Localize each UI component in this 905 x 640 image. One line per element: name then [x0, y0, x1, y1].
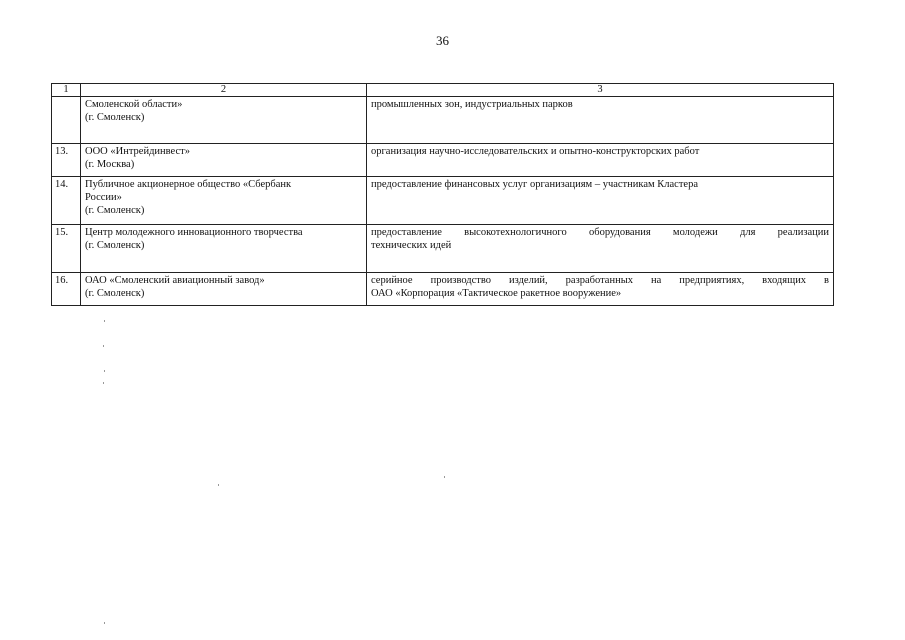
row-number: 15. [52, 225, 81, 273]
row-number: 16. [52, 273, 81, 306]
scan-speck [104, 320, 105, 322]
organization-name-line: Центр молодежного инновационного творчества [85, 227, 303, 238]
organization-name-line: (г. Москва) [85, 159, 135, 170]
organization-name [81, 144, 367, 177]
organization-name-line: Смоленской области» [85, 99, 183, 110]
table-row [52, 144, 834, 177]
activity-description-line: организация научно-исследовательских и опытно-конструкторских работ [371, 146, 700, 157]
organization-name [81, 177, 367, 225]
activity-description-line: промышленных зон, индустриальных парков [371, 99, 573, 110]
organization-name-line: ООО «Интрейдинвест» [85, 146, 190, 157]
organization-name [81, 97, 367, 144]
activity-description [367, 273, 834, 306]
organization-name-line: (г. Смоленск) [85, 288, 145, 299]
activity-description-line: технических идей [371, 240, 452, 251]
scan-speck [218, 484, 219, 486]
activity-description [367, 177, 834, 225]
organization-name [81, 225, 367, 273]
page-number: 36 [436, 33, 449, 48]
activity-description-line: предоставление высокотехнологичного оборудования молодежи для реализации [371, 227, 829, 238]
activity-description [367, 144, 834, 177]
row-number [52, 97, 81, 144]
column-header-1: 1 [52, 84, 81, 97]
scan-speck [444, 476, 445, 478]
activity-description-line: серийное производство изделий, разработанных на предприятиях, входящих в [371, 275, 829, 286]
organization-name-line: (г. Смоленск) [85, 205, 145, 216]
scan-speck [104, 370, 105, 372]
table-row [52, 225, 834, 273]
organization-name-line: (г. Смоленск) [85, 112, 145, 123]
column-header-3: 3 [367, 84, 834, 97]
organization-name-line: Публичное акционерное общество «Сбербанк [85, 179, 292, 190]
table-row [52, 97, 834, 144]
row-number: 14. [52, 177, 81, 225]
table-header-row [52, 84, 834, 97]
scan-speck [103, 382, 104, 384]
table-row [52, 273, 834, 306]
scan-speck [104, 622, 105, 624]
organization-name-line: России» [85, 192, 122, 203]
organization-name-line: ОАО «Смоленский авиационный завод» [85, 275, 265, 286]
table-row [52, 177, 834, 225]
row-number: 13. [52, 144, 81, 177]
column-header-2: 2 [81, 84, 367, 97]
organization-name [81, 273, 367, 306]
activity-description-line: предоставление финансовых услуг организациям – участникам Кластера [371, 179, 698, 190]
scan-speck [103, 345, 104, 347]
organization-name-line: (г. Смоленск) [85, 240, 145, 251]
activity-description [367, 225, 834, 273]
organizations-table [51, 83, 834, 306]
activity-description [367, 97, 834, 144]
activity-description-line: ОАО «Корпорация «Тактическое ракетное вооружение» [371, 288, 622, 299]
